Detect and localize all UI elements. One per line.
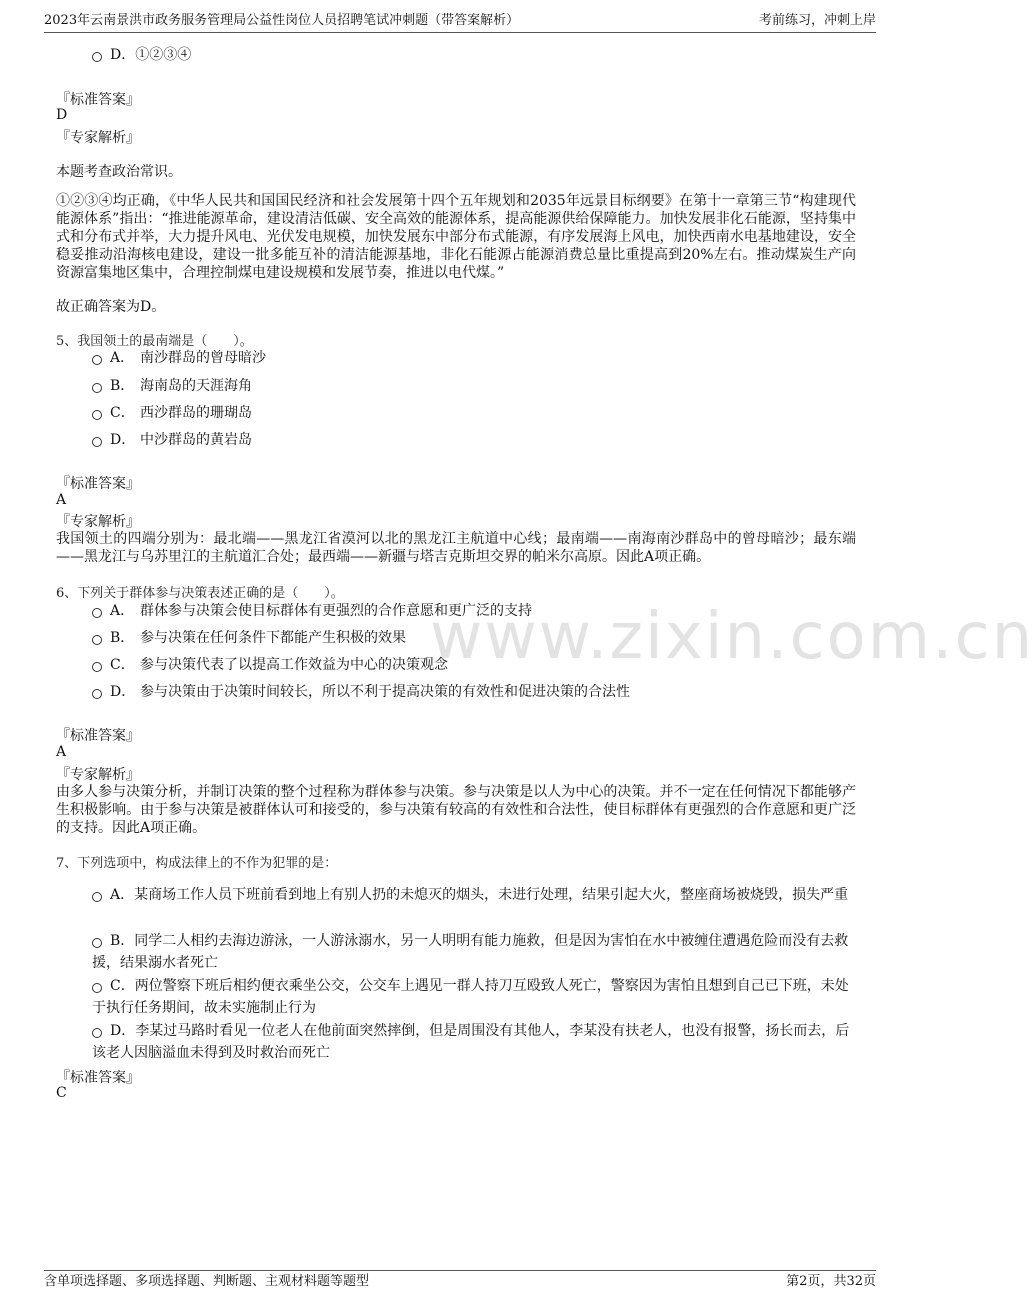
q4-analysis-intro: 本题考查政治常识。 xyxy=(56,164,182,180)
option-text: 参与决策代表了以提高工作效益为中心的决策观念 xyxy=(140,657,448,673)
q5-stem: 5、我国领土的最南端是（ ）。 xyxy=(56,334,253,349)
radio-icon[interactable] xyxy=(92,689,102,699)
option-letter: C． xyxy=(110,657,135,673)
q6-option-c[interactable] xyxy=(92,654,448,676)
q7-option-d[interactable] xyxy=(92,1020,862,1064)
header-slogan: 考前练习，冲刺上岸 xyxy=(758,13,876,28)
radio-icon[interactable] xyxy=(92,938,102,948)
page-number: 第2页，共32页 xyxy=(786,1274,876,1289)
q4-conclusion: 故正确答案为D。 xyxy=(56,299,166,315)
q6-answer-label: 『标准答案』 xyxy=(56,728,140,744)
radio-icon[interactable] xyxy=(92,383,102,393)
q5-answer: A xyxy=(56,492,67,508)
option-text: B．同学二人相约去海边游泳，一人游泳溺水，另一人明明有能力施救，但是因为害怕在水中被缠住遭遇危险而没有去救援，结果溺水者死亡 xyxy=(92,933,849,971)
option-letter: B． xyxy=(110,630,135,646)
q6-option-a[interactable] xyxy=(92,600,532,622)
radio-icon[interactable] xyxy=(92,635,102,645)
option-text: 中沙群岛的黄岩岛 xyxy=(140,432,252,448)
option-letter: B． xyxy=(110,378,135,394)
option-text: C．两位警察下班后相约便衣乘坐公交，公交车上遇见一群人持刀互殴致人死亡，警察因为害怕且想到自己已下班，未处于执行任务期间，故未实施制止行为 xyxy=(92,978,849,1016)
radio-icon[interactable] xyxy=(92,52,102,62)
q7-option-a[interactable] xyxy=(92,884,862,906)
option-letter: A． xyxy=(110,350,135,366)
radio-icon[interactable] xyxy=(92,437,102,447)
q7-option-c[interactable] xyxy=(92,975,862,1019)
q5-analysis: 我国领土的四端分别为：最北端——黑龙江省漠河以北的黑龙江主航道中心线；最南端——南海南沙群岛中的曾母暗沙；最东端——黑龙江与乌苏里江的主航道汇合处；最西端——新疆与塔吉克斯坦交界的帕米尔高原。因此A项正确。 xyxy=(56,531,856,565)
q6-answer: A xyxy=(56,744,67,760)
option-text: 海南岛的天涯海角 xyxy=(140,378,252,394)
radio-icon[interactable] xyxy=(92,1028,102,1038)
option-text: 西沙群岛的珊瑚岛 xyxy=(140,405,252,421)
question-types-note: 含单项选择题、多项选择题、判断题、主观材料题等题型 xyxy=(44,1274,370,1289)
option-letter: A． xyxy=(110,603,135,619)
q4-analysis-body: ①②③④均正确，《中华人民共和国国民经济和社会发展第十四个五年规划和2035年远景目标纲要》在第十一章第三节“构建现代能源体系”指出：“推进能源革命，建设清洁低碳、安全高效的能源体系，提高能源供给保障能力。加快发展非化石能源，坚持集中式和分布式并举，大力提升风电、光伏发电规模，加快发展东中部分布式能源，有序发展海上风电，加快西南水电基地建设，安全稳妥推动沿海核电建设，建设一批多能互补的清洁能源基地，非化石能源占能源消费总量比重提高到20%左右。推动煤炭生产向资源富集地区集中，合理控制煤电建设规模和发展节奏，推进以电代煤。” xyxy=(56,193,856,281)
radio-icon[interactable] xyxy=(92,892,102,902)
q4-answer-label: 『标准答案』 xyxy=(56,92,140,108)
page-footer xyxy=(44,1270,876,1293)
document-title: 2023年云南景洪市政务服务管理局公益性岗位人员招聘笔试冲刺题（带答案解析） xyxy=(44,13,520,28)
q6-analysis: 由多人参与决策分析，并制订决策的整个过程称为群体参与决策。参与决策是以人为中心的决策。并不一定在任何情况下都能够产生积极影响。由于参与决策是被群体认可和接受的，参与决策有较高的有效性和合法性，使目标群体有更强烈的合作意愿和更广泛的支持。因此A项正确。 xyxy=(56,784,856,836)
q4-analysis-label: 『专家解析』 xyxy=(56,130,140,146)
q5-analysis-label: 『专家解析』 xyxy=(56,514,140,530)
radio-icon[interactable] xyxy=(92,608,102,618)
q4-option-d[interactable] xyxy=(92,44,191,66)
q4-option-d-text: D．①②③④ xyxy=(110,47,192,63)
option-letter: D． xyxy=(110,432,136,448)
q5-option-b[interactable] xyxy=(92,375,252,397)
option-text: A．某商场工作人员下班前看到地上有别人扔的未熄灭的烟头，未进行处理，结果引起大火，整座商场被烧毁，损失严重 xyxy=(110,887,849,903)
q5-option-c[interactable] xyxy=(92,402,252,424)
q6-option-b[interactable] xyxy=(92,627,406,649)
option-text: 参与决策由于决策时间较长，所以不利于提高决策的有效性和促进决策的合法性 xyxy=(140,684,630,700)
radio-icon[interactable] xyxy=(92,662,102,672)
option-letter: C． xyxy=(110,405,135,421)
q5-option-d[interactable] xyxy=(92,429,252,451)
q4-answer: D xyxy=(56,107,68,123)
page-header xyxy=(44,10,876,33)
q7-answer: C xyxy=(56,1085,67,1101)
option-text: 南沙群岛的曾母暗沙 xyxy=(140,350,266,366)
q6-analysis-label: 『专家解析』 xyxy=(56,767,140,783)
radio-icon[interactable] xyxy=(92,410,102,420)
q6-stem: 6、下列关于群体参与决策表述正确的是（ ）。 xyxy=(56,586,344,601)
q7-stem: 7、下列选项中，构成法律上的不作为犯罪的是： xyxy=(56,856,338,871)
q6-option-d[interactable] xyxy=(92,681,630,703)
option-letter: D． xyxy=(110,684,136,700)
radio-icon[interactable] xyxy=(92,355,102,365)
q7-answer-label: 『标准答案』 xyxy=(56,1070,140,1086)
radio-icon[interactable] xyxy=(92,983,102,993)
q5-answer-label: 『标准答案』 xyxy=(56,476,140,492)
q5-option-a[interactable] xyxy=(92,347,266,369)
option-text: 参与决策在任何条件下都能产生积极的效果 xyxy=(140,630,406,646)
option-text: 群体参与决策会使目标群体有更强烈的合作意愿和更广泛的支持 xyxy=(140,603,532,619)
q7-option-b[interactable] xyxy=(92,930,862,974)
option-text: D．李某过马路时看见一位老人在他前面突然摔倒，但是周围没有其他人，李某没有扶老人，也没有报警，扬长而去，后该老人因脑溢血未得到及时救治而死亡 xyxy=(92,1023,850,1061)
watermark: www.zixin.com.cn xyxy=(430,600,1034,674)
